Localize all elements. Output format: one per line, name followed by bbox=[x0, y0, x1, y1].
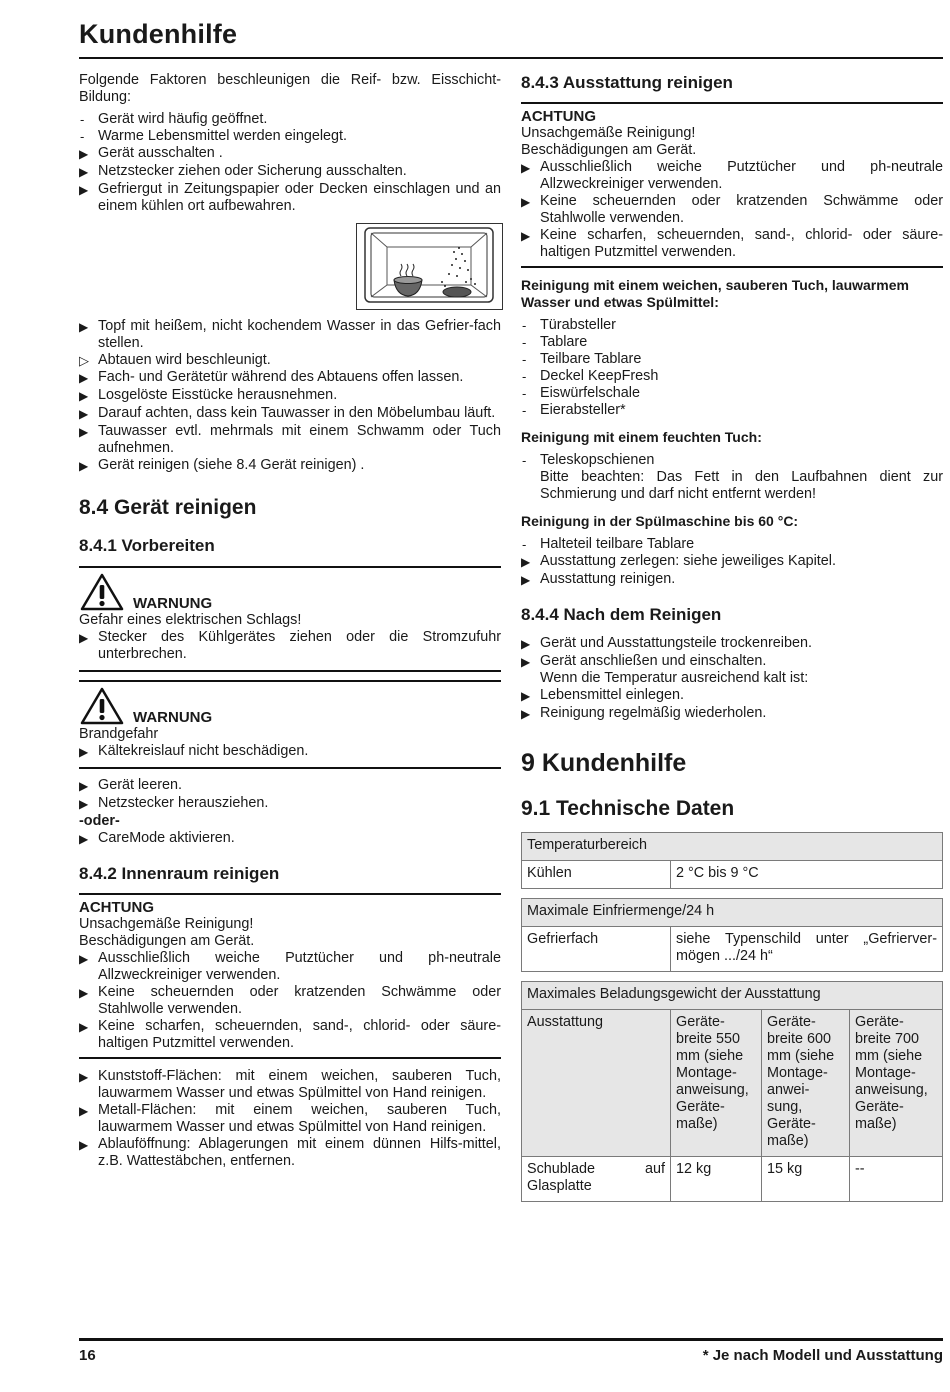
list-item: ▶ Ausschließlich weiche Putztücher und ph-neutrale Allzweckreiniger verwenden. bbox=[521, 159, 943, 193]
action-arrow-icon bbox=[79, 369, 98, 387]
warning-label: WARNUNG bbox=[133, 709, 213, 726]
warning-text: Brandgefahr bbox=[79, 726, 159, 742]
list-item: - Eiswürfelschale bbox=[521, 385, 943, 402]
column-header: Geräte-breite 700 mm (siehe Montage-anweisung, Geräte-maße) bbox=[850, 1010, 943, 1157]
damp-cloth-list bbox=[521, 452, 943, 503]
list-item: - Teilbare Tablare bbox=[521, 351, 943, 368]
list-item: ▶ Keine scheuernden oder kratzenden Schwämme oder Stahlwolle verwenden. bbox=[79, 984, 501, 1018]
list-item: ▶ Keine scharfen, scheuernden, sand-, chlorid- oder säure-haltigen Putzmittel verwenden. bbox=[79, 1018, 501, 1052]
action-arrow-icon bbox=[79, 743, 98, 761]
footnote: * Je nach Modell und Ausstattung bbox=[702, 1347, 943, 1364]
page-footer bbox=[79, 1338, 943, 1364]
section-heading-9: 9 Kundenhilfe bbox=[521, 749, 687, 777]
page-number: 16 bbox=[79, 1347, 96, 1364]
list-item: ▶ Losgelöste Eisstücke herausnehmen. bbox=[79, 387, 501, 405]
section-heading-8-4-4: 8.4.4 Nach dem Reinigen bbox=[521, 605, 722, 624]
list-item: ▶ Kunststoff-Flächen: mit einem weichen, sauberen Tuch, lauwarmem Wasser und etwas Spülmittel von Hand reinigen. bbox=[79, 1068, 501, 1102]
list-item: ▶ Gefriergut in Zeitungspapier oder Decken einschlagen und an einem kühlen ort aufbewahren. bbox=[79, 181, 501, 215]
column-header: Geräte-breite 550 mm (siehe Montage-anweisung, Geräte-maße) bbox=[671, 1010, 762, 1157]
soft-cloth-list bbox=[521, 317, 943, 419]
list-item: ▷ Abtauen wird beschleunigt. bbox=[79, 352, 501, 369]
list-item: ▶ Netzstecker ziehen oder Sicherung ausschalten. bbox=[79, 163, 501, 181]
list-item: - Warme Lebensmittel werden eingelegt. bbox=[79, 128, 501, 145]
dash-bullet-icon bbox=[79, 111, 98, 128]
freezer-compartment-icon bbox=[357, 224, 501, 308]
table-cell: -- bbox=[850, 1157, 943, 1202]
temperature-table bbox=[521, 832, 943, 889]
list-item: ▶ Keine scheuernden oder kratzenden Schwämme oder Stahlwolle verwenden. bbox=[521, 193, 943, 227]
dash-bullet-icon bbox=[521, 334, 540, 351]
action-arrow-icon bbox=[521, 571, 540, 589]
action-arrow-icon bbox=[79, 795, 98, 813]
table-row bbox=[522, 927, 943, 972]
prep-steps bbox=[79, 777, 501, 813]
warning-header bbox=[79, 686, 501, 726]
dishwasher-heading: Reinigung in der Spülmaschine bis 60 °C: bbox=[521, 513, 799, 529]
defrost-pot-illustration bbox=[356, 223, 503, 310]
left-column bbox=[79, 72, 501, 1170]
list-item: ▶ Reinigung regelmäßig wiederholen. bbox=[521, 705, 943, 723]
table-row bbox=[522, 1157, 943, 1202]
table-cell: 12 kg bbox=[671, 1157, 762, 1202]
prep-alt-steps bbox=[79, 830, 501, 848]
caution-steps bbox=[79, 950, 501, 1052]
soft-cloth-heading: Reinigung mit einem weichen, sauberen Tuch, lauwarmem Wasser und etwas Spülmittel: bbox=[521, 277, 909, 310]
list-item: - Gerät wird häufig geöffnet. bbox=[79, 111, 501, 128]
list-item: ▶ Gerät und Ausstattungsteile trockenreiben. bbox=[521, 635, 943, 653]
table-cell: Gefrierfach bbox=[522, 927, 671, 972]
section-heading-8-4-1: 8.4.1 Vorbereiten bbox=[79, 536, 215, 555]
list-item: ▶ Ausschließlich weiche Putztücher und ph-neutrale Allzweckreiniger verwenden. bbox=[79, 950, 501, 984]
factor-list bbox=[79, 111, 501, 215]
action-arrow-icon bbox=[79, 387, 98, 405]
caution-text: Beschädigungen am Gerät. bbox=[79, 933, 255, 949]
action-arrow-icon bbox=[79, 405, 98, 423]
action-arrow-icon bbox=[521, 227, 540, 245]
dash-bullet-icon bbox=[79, 128, 98, 145]
action-arrow-icon bbox=[79, 423, 98, 441]
right-column bbox=[521, 72, 943, 1202]
damp-cloth-item: Teleskopschienen bbox=[540, 452, 655, 468]
list-item: ▶ Gerät ausschalten . bbox=[79, 145, 501, 163]
table-cell: siehe Typenschild unter „Gefrierver-mögen .../24 h“ bbox=[671, 927, 943, 972]
divider bbox=[79, 767, 501, 769]
interior-steps bbox=[79, 1068, 501, 1170]
list-item: ▶ Ausstattung reinigen. bbox=[521, 571, 943, 589]
or-separator: -oder- bbox=[79, 813, 120, 829]
action-arrow-icon bbox=[521, 193, 540, 211]
freezing-capacity-table bbox=[521, 898, 943, 972]
load-weight-table bbox=[521, 981, 943, 1202]
list-item: - Tablare bbox=[521, 334, 943, 351]
section-heading-8-4-2: 8.4.2 Innenraum reinigen bbox=[79, 864, 280, 883]
column-header: Ausstattung bbox=[522, 1010, 671, 1157]
divider bbox=[79, 893, 501, 895]
list-item: ▶ Gerät leeren. bbox=[79, 777, 501, 795]
table-header: Maximale Einfriermenge/24 h bbox=[522, 899, 943, 927]
list-item: ▶ Ablauföffnung: Ablagerungen mit einem dünnen Hilfs-mittel, z.B. Wattestäbchen, entfernen. bbox=[79, 1136, 501, 1170]
warning-steps bbox=[79, 629, 501, 663]
list-item: ▶ Keine scharfen, scheuernden, sand-, chlorid- oder säure-haltigen Putzmittel verwenden. bbox=[521, 227, 943, 261]
list-item: ▶ Metall-Flächen: mit einem weichen, sauberen Tuch, lauwarmem Wasser und etwas Spülmittel von Hand reinigen. bbox=[79, 1102, 501, 1136]
dash-bullet-icon bbox=[521, 385, 540, 402]
caution-text: Unsachgemäße Reinigung! bbox=[79, 916, 254, 932]
defrost-steps bbox=[79, 318, 501, 475]
caution-text: Beschädigungen am Gerät. bbox=[521, 142, 697, 158]
dash-bullet-icon bbox=[521, 351, 540, 368]
action-arrow-icon bbox=[521, 635, 540, 653]
step-text: Gerät anschließen und einschalten. bbox=[540, 653, 767, 669]
list-item bbox=[521, 452, 943, 503]
divider bbox=[79, 680, 501, 682]
section-heading-8-4-3: 8.4.3 Ausstattung reinigen bbox=[521, 73, 733, 92]
list-item: ▶ Gerät reinigen (siehe 8.4 Gerät reinigen) . bbox=[79, 457, 501, 475]
list-item: ▶ Kältekreislauf nicht beschädigen. bbox=[79, 743, 501, 761]
list-item: ▶ Topf mit heißem, nicht kochendem Wasser in das Gefrier-fach stellen. bbox=[79, 318, 501, 352]
list-item: ▶ Lebensmittel einlegen. bbox=[521, 687, 943, 705]
action-arrow-icon bbox=[79, 1018, 98, 1036]
dash-bullet-icon bbox=[521, 368, 540, 385]
list-item: ▶ Netzstecker herausziehen. bbox=[79, 795, 501, 813]
table-cell: Kühlen bbox=[522, 861, 671, 889]
action-arrow-icon bbox=[79, 1068, 98, 1086]
result-arrow-icon bbox=[79, 352, 98, 369]
dash-bullet-icon bbox=[521, 452, 540, 469]
action-arrow-icon bbox=[79, 145, 98, 163]
caution-text: Unsachgemäße Reinigung! bbox=[521, 125, 696, 141]
table-cell: Schublade auf Glasplatte bbox=[522, 1157, 671, 1202]
list-item: ▶ Fach- und Gerätetür während des Abtauens offen lassen. bbox=[79, 369, 501, 387]
action-arrow-icon bbox=[521, 687, 540, 705]
list-item: - Halteteil teilbare Tablare bbox=[521, 536, 943, 553]
section-heading-9-1: 9.1 Technische Daten bbox=[521, 797, 735, 820]
list-item: ▶ Stecker des Kühlgerätes ziehen oder die Stromzufuhr unterbrechen. bbox=[79, 629, 501, 663]
list-item: ▶ CareMode aktivieren. bbox=[79, 830, 501, 848]
caution-label: ACHTUNG bbox=[521, 108, 596, 125]
table-cell: 15 kg bbox=[762, 1157, 850, 1202]
dishwasher-list bbox=[521, 536, 943, 589]
action-arrow-icon bbox=[521, 159, 540, 177]
caution-steps bbox=[521, 159, 943, 261]
warning-label: WARNUNG bbox=[133, 595, 213, 612]
warning-text: Gefahr eines elektrischen Schlags! bbox=[79, 612, 302, 628]
divider bbox=[521, 266, 943, 268]
divider bbox=[521, 102, 943, 104]
caution-label: ACHTUNG bbox=[79, 899, 154, 916]
list-item bbox=[521, 653, 943, 687]
divider bbox=[79, 1057, 501, 1059]
warning-triangle-icon bbox=[79, 572, 125, 612]
action-arrow-icon bbox=[79, 984, 98, 1002]
step-note: Wenn die Temperatur ausreichend kalt ist: bbox=[540, 670, 809, 686]
dash-bullet-icon bbox=[521, 317, 540, 334]
action-arrow-icon bbox=[79, 1102, 98, 1120]
intro-text: Folgende Faktoren beschleunigen die Reif- bzw. Eisschicht-Bildung: bbox=[79, 72, 501, 105]
action-arrow-icon bbox=[79, 457, 98, 475]
list-item: - Türabsteller bbox=[521, 317, 943, 334]
action-arrow-icon bbox=[521, 653, 540, 671]
action-arrow-icon bbox=[79, 181, 98, 199]
action-arrow-icon bbox=[79, 830, 98, 848]
list-item: ▶ Ausstattung zerlegen: siehe jeweiliges Kapitel. bbox=[521, 553, 943, 571]
section-heading-8-4: 8.4 Gerät reinigen bbox=[79, 496, 257, 519]
damp-cloth-note: Bitte beachten: Das Fett in den Laufbahnen dient zur Schmierung und darf nicht entfernt werden! bbox=[540, 469, 943, 502]
divider bbox=[79, 566, 501, 568]
list-item: ▶ Tauwasser evtl. mehrmals mit einem Schwamm oder Tuch aufnehmen. bbox=[79, 423, 501, 457]
warning-header bbox=[79, 572, 501, 612]
table-header: Maximales Beladungsgewicht der Ausstattung bbox=[522, 982, 943, 1010]
action-arrow-icon bbox=[79, 318, 98, 336]
after-cleaning-steps bbox=[521, 635, 943, 723]
damp-cloth-heading: Reinigung mit einem feuchten Tuch: bbox=[521, 429, 762, 445]
table-row bbox=[522, 861, 943, 889]
action-arrow-icon bbox=[79, 777, 98, 795]
dash-bullet-icon bbox=[521, 536, 540, 553]
table-header: Temperaturbereich bbox=[522, 833, 943, 861]
action-arrow-icon bbox=[79, 950, 98, 968]
page-header bbox=[79, 14, 943, 59]
action-arrow-icon bbox=[79, 629, 98, 647]
action-arrow-icon bbox=[79, 1136, 98, 1154]
table-header-row bbox=[522, 1010, 943, 1157]
list-item: ▶ Darauf achten, dass kein Tauwasser in den Möbelumbau läuft. bbox=[79, 405, 501, 423]
warning-steps bbox=[79, 743, 501, 761]
divider bbox=[79, 670, 501, 672]
action-arrow-icon bbox=[521, 553, 540, 571]
warning-triangle-icon bbox=[79, 686, 125, 726]
list-item: - Deckel KeepFresh bbox=[521, 368, 943, 385]
action-arrow-icon bbox=[521, 705, 540, 723]
action-arrow-icon bbox=[79, 163, 98, 181]
table-cell: 2 °C bis 9 °C bbox=[671, 861, 943, 889]
page-title: Kundenhilfe bbox=[79, 19, 238, 49]
dash-bullet-icon bbox=[521, 402, 540, 419]
column-header: Geräte-breite 600 mm (siehe Montage-anwei-sung, Geräte-maße) bbox=[762, 1010, 850, 1157]
list-item: - Eierabsteller* bbox=[521, 402, 943, 419]
